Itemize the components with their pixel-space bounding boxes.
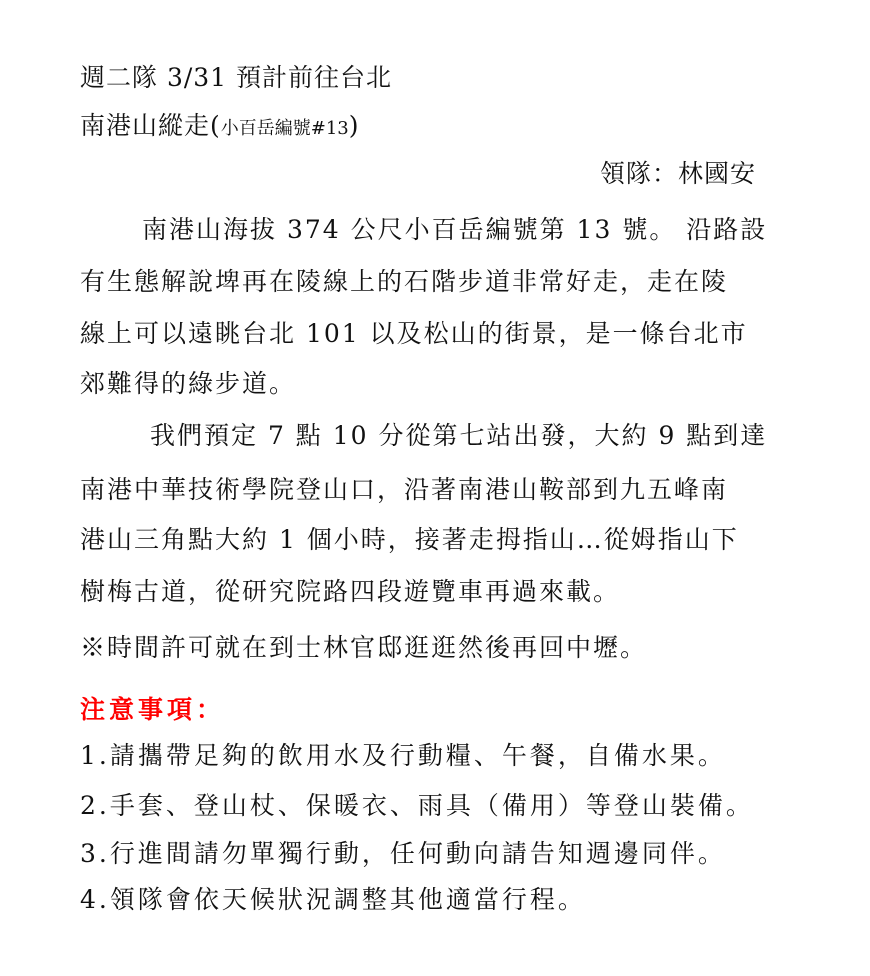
leader-line: 領隊：林國安 <box>600 159 757 188</box>
paragraph2-line: 港山三角點大約 1 個小時，接著走拇指山…從姆指山下 <box>80 525 739 554</box>
title-line-2 <box>80 110 360 145</box>
paragraph2-line: 我們預定 7 點 10 分從第七站出發，大約 9 點到達 <box>150 421 768 450</box>
title-close-paren: ) <box>348 111 360 140</box>
notice-item: 1.請攜帶足夠的飲用水及行動糧、午餐，自備水果。 <box>80 741 726 770</box>
paragraph2-line: 南港中華技術學院登山口，沿著南港山鞍部到九五峰南 <box>80 475 729 504</box>
paragraph1-line: 線上可以遠眺台北 101 以及松山的街景，是一條台北市 <box>80 319 748 348</box>
title-note: 小百岳編號#13 <box>220 118 349 139</box>
notice-title: 注意事項： <box>80 695 226 724</box>
notice-item: 3.行進間請勿單獨行動，任何動向請告知週邊同伴。 <box>80 839 726 868</box>
paragraph1-line: 有生態解說埤再在陵線上的石階步道非常好走，走在陵 <box>80 267 729 296</box>
paragraph1-line: 郊難得的綠步道。 <box>80 369 297 398</box>
notice-item: 4.領隊會依天候狀況調整其他適當行程。 <box>80 885 586 914</box>
title-main: 南港山縱走( <box>80 111 221 140</box>
title-line-1: 週二隊 3/31 預計前往台北 <box>80 63 393 92</box>
notice-item: 2.手套、登山杖、保暖衣、雨具（備用）等登山裝備。 <box>80 791 754 820</box>
remark-line: ※時間許可就在到士林官邸逛逛然後再回中壢。 <box>80 633 648 662</box>
paragraph1-line: 南港山海拔 374 公尺小百岳編號第 13 號。 沿路設 <box>142 215 768 244</box>
paragraph2-line: 樹梅古道，從研究院路四段遊覽車再過來載。 <box>80 577 621 606</box>
